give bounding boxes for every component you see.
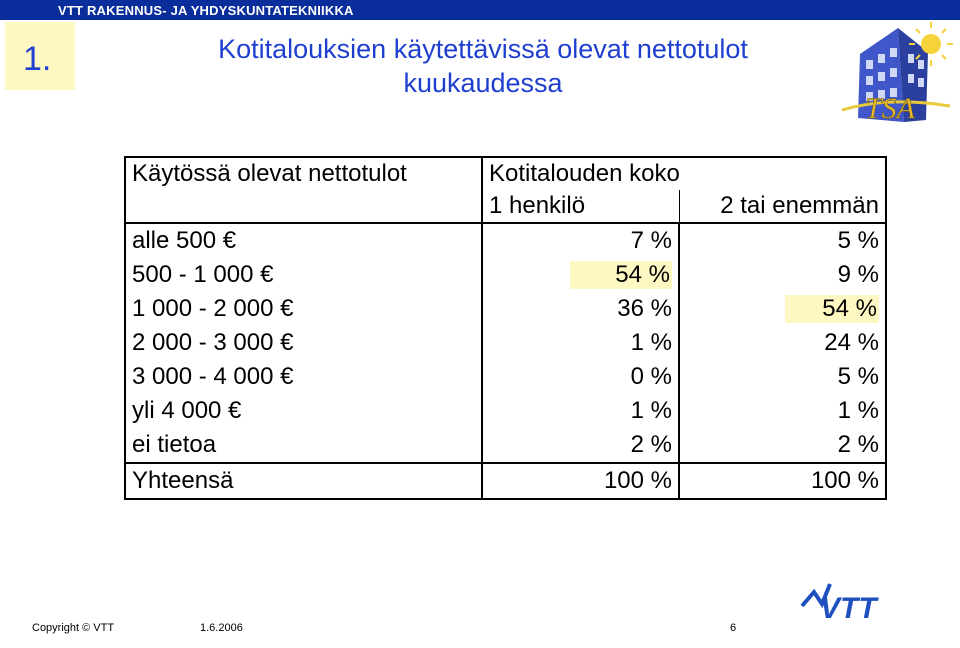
row-label: 1 000 - 2 000 €: [125, 292, 482, 326]
slide-title: [163, 32, 803, 100]
slide-number: 1.: [23, 40, 52, 78]
table-row: [125, 292, 886, 326]
table-row: [125, 223, 886, 258]
cell-one-person-highlighted: [482, 258, 679, 292]
logo-sun: [921, 34, 941, 54]
vtt-logo: [800, 578, 918, 624]
cell-one-person: 2 %: [482, 428, 679, 463]
table-row: [125, 360, 886, 394]
cell-one-person: 1 %: [482, 326, 679, 360]
row-label: ei tietoa: [125, 428, 482, 463]
table-header-row-2: [125, 190, 886, 223]
table-row: [125, 394, 886, 428]
footer-copyright: Copyright © VTT: [32, 622, 115, 634]
table-row: [125, 326, 886, 360]
table-row: [125, 258, 886, 292]
cell-two-or-more: 9 %: [679, 258, 886, 292]
highlight-value: 54 %: [570, 261, 672, 289]
row-label: 3 000 - 4 000 €: [125, 360, 482, 394]
cell-two-or-more: 5 %: [679, 223, 886, 258]
cell-one-person: 0 %: [482, 360, 679, 394]
cell-two-or-more: 24 %: [679, 326, 886, 360]
col-header-two-or-more: 2 tai enemmän: [679, 190, 886, 223]
col-header-one-person: 1 henkilö: [482, 190, 679, 223]
col-header-income: Käytössä olevat nettotulot: [125, 157, 482, 190]
footer-date: 1.6.2006: [200, 622, 243, 634]
header-bar: [0, 0, 960, 20]
cell-two-or-more: 2 %: [679, 428, 886, 463]
total-two-or-more: 100 %: [679, 463, 886, 499]
col-header-household-size: Kotitalouden koko: [482, 157, 886, 190]
row-label: 2 000 - 3 000 €: [125, 326, 482, 360]
cell-two-or-more: 1 %: [679, 394, 886, 428]
total-label: Yhteensä: [125, 463, 482, 499]
org-name: VTT RAKENNUS- JA YHDYSKUNTATEKNIIKKA: [58, 3, 354, 18]
col-header-empty: [125, 190, 482, 223]
footer-page-number: 6: [730, 622, 737, 634]
table-row: [125, 428, 886, 463]
table-total-row: [125, 463, 886, 499]
slide-number-box: [5, 22, 75, 90]
logo-tsa-text: TSA: [864, 92, 916, 125]
row-label: 500 - 1 000 €: [125, 258, 482, 292]
highlight-value: 54 %: [785, 295, 879, 323]
table-header-row-1: [125, 157, 886, 190]
vtt-logo-text: VTT: [820, 592, 877, 624]
cell-one-person: 36 %: [482, 292, 679, 326]
cell-one-person: 7 %: [482, 223, 679, 258]
row-label: yli 4 000 €: [125, 394, 482, 428]
title-line-2: kuukaudessa: [403, 68, 563, 98]
cell-one-person: 1 %: [482, 394, 679, 428]
title-line-1: Kotitalouksien käytettävissä olevat nettotulot: [218, 34, 748, 64]
income-table: [124, 156, 887, 500]
building-sun-logo: [838, 14, 954, 134]
cell-two-or-more: 5 %: [679, 360, 886, 394]
total-one-person: 100 %: [482, 463, 679, 499]
cell-two-or-more-highlighted: [679, 292, 886, 326]
row-label: alle 500 €: [125, 223, 482, 258]
